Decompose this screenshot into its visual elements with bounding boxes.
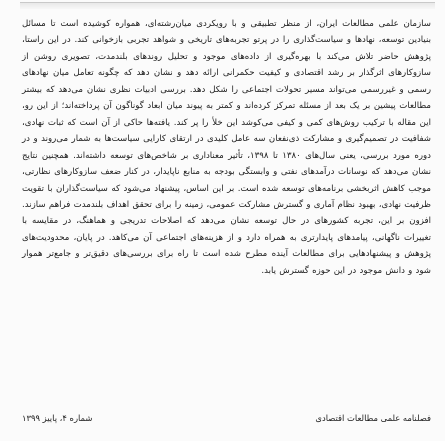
article-body — [22, 16, 431, 279]
header-rule — [20, 2, 435, 9]
footer-journal-name: فصلنامه علمی مطالعات اقتصادی — [315, 413, 431, 423]
article-paragraph: سازمان علمی مطالعات ایران، از منظر تطبیقی و با رویکردی میان‌رشته‌ای، همواره کوشیده است تا مسائل بنیادین توسعه، نهادها و سیاست‌گذاری را در پرتو تجربه‌های تاریخی و شواهد تجربی بازخوانی کند. در این راستا، پژوهش حاضر تلاش می‌کند با بهره‌گیری از داده‌های موجود و تحلیل روندهای بلندمدت، تصویری روشن از سازوکارهای اثرگذار بر رشد اقتصادی و کیفیت حکمرانی ارائه دهد و نشان دهد که چگونه تعامل میان نهادهای رسمی و غیررسمی می‌تواند مسیر تحولات اجتماعی را شکل دهد. بررسی ادبیات نظری نشان می‌دهد که بیشتر مطالعات پیشین بر یک بعد از مسئله تمرکز کرده‌اند و کمتر به پیوند میان ابعاد گوناگون آن پرداخته‌اند؛ از این رو، این مقاله با ترکیب روش‌های کمی و کیفی می‌کوشد این خلأ را پر کند. یافته‌ها حاکی از آن است که ثبات نهادی، شفافیت در تصمیم‌گیری و مشارکت ذی‌نفعان سه عامل کلیدی در ارتقای کارایی سیاست‌ها به شمار می‌روند و در دوره مورد بررسی، یعنی سال‌های ۱۳۸۰ تا ۱۳۹۸، تأثیر معناداری بر شاخص‌های توسعه داشته‌اند. همچنین نتایج نشان می‌دهد که نوسانات درآمدهای نفتی و وابستگی بودجه به منابع ناپایدار، در کنار ضعف سازوکارهای نظارتی، موجب کاهش اثربخشی برنامه‌های توسعه شده است. بر این اساس، پیشنهاد می‌شود که سیاست‌گذاران با تقویت ظرفیت نهادی، بهبود نظام آماری و گسترش مشارکت عمومی، زمینه را برای تحقق اهداف بلندمدت فراهم سازند. افزون بر این، تجربه کشورهای در حال توسعه نشان می‌دهد که اصلاحات تدریجی و هماهنگ، در مقایسه با تغییرات ناگهانی، پیامدهای پایدارتری به همراه دارد و از هزینه‌های اجتماعی آن می‌کاهد. در پایان، محدودیت‌های پژوهش و پیشنهادهایی برای مطالعات آینده مطرح شده است تا راه برای بررسی‌های دقیق‌تر و جامع‌تر هموار شود و دانش موجود در این حوزه گسترش یابد. — [22, 19, 431, 276]
footer-issue-info: شماره ۴، پاییز ۱۳۹۹ — [22, 413, 93, 423]
page-footer — [22, 410, 431, 426]
